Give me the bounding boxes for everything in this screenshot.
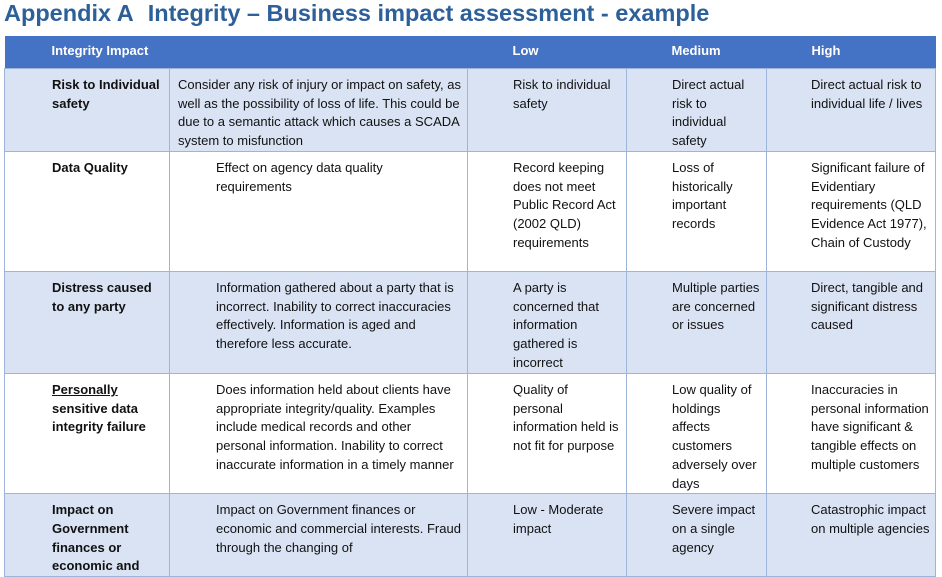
impact-table bbox=[4, 36, 936, 577]
row-description: Impact on Government finances or economic and commercial interests. Fraud through the changing of bbox=[170, 494, 468, 577]
table-row bbox=[5, 69, 936, 152]
row-description: Consider any risk of injury or impact on safety, as well as the possibility of loss of life. This could be due to a semantic attack which causes a SCADA system to misfunction bbox=[170, 69, 468, 152]
row-low: Low - Moderate impact bbox=[468, 494, 627, 577]
row-medium: Low quality of holdings affects customers adversely over days bbox=[627, 374, 767, 494]
appendix-label: Appendix A bbox=[4, 0, 134, 26]
header-high: High bbox=[767, 36, 936, 69]
row-category-rest: sensitive data integrity failure bbox=[52, 400, 146, 435]
row-category: Risk to Individual safety bbox=[5, 69, 170, 152]
row-category: Data Quality bbox=[5, 152, 170, 272]
row-high: Direct actual risk to individual life / lives bbox=[767, 69, 936, 152]
row-category-underlined: Personally bbox=[52, 382, 118, 397]
header-low: Low bbox=[468, 36, 627, 69]
row-high: Catastrophic impact on multiple agencies bbox=[767, 494, 936, 577]
row-medium: Direct actual risk to individual safety bbox=[627, 69, 767, 152]
header-integrity-impact: Integrity Impact bbox=[5, 36, 170, 69]
row-medium: Loss of historically important records bbox=[627, 152, 767, 272]
row-low: Record keeping does not meet Public Record Act (2002 QLD) requirements bbox=[468, 152, 627, 272]
row-low: A party is concerned that information gathered is incorrect bbox=[468, 272, 627, 374]
row-high: Significant failure of Evidentiary requirements (QLD Evidence Act 1977), Chain of Custody bbox=[767, 152, 936, 272]
table-row bbox=[5, 494, 936, 577]
page-title bbox=[4, 0, 709, 27]
header-description bbox=[170, 36, 468, 69]
heading-text: Integrity – Business impact assessment - example bbox=[147, 0, 710, 26]
table-row bbox=[5, 272, 936, 374]
row-medium: Severe impact on a single agency bbox=[627, 494, 767, 577]
header-medium: Medium bbox=[627, 36, 767, 69]
row-medium: Multiple parties are concerned or issues bbox=[627, 272, 767, 374]
row-description: Does information held about clients have appropriate integrity/quality. Examples include medical records and other personal information. Inability to correct inaccurate information in a timely manner bbox=[170, 374, 468, 494]
table-row bbox=[5, 374, 936, 494]
row-high: Direct, tangible and significant distress caused bbox=[767, 272, 936, 374]
row-low: Risk to individual safety bbox=[468, 69, 627, 152]
row-category: Impact on Government finances or economic and bbox=[5, 494, 170, 577]
table-row bbox=[5, 152, 936, 272]
row-category: Distress caused to any party bbox=[5, 272, 170, 374]
row-high: Inaccuracies in personal information have significant & tangible effects on multiple customers bbox=[767, 374, 936, 494]
row-description: Effect on agency data quality requirements bbox=[170, 152, 468, 272]
row-low: Quality of personal information held is not fit for purpose bbox=[468, 374, 627, 494]
row-category bbox=[5, 374, 170, 494]
table-header bbox=[5, 36, 936, 69]
row-description: Information gathered about a party that is incorrect. Inability to correct inaccuracies effectively. Information is aged and therefore less accurate. bbox=[170, 272, 468, 374]
